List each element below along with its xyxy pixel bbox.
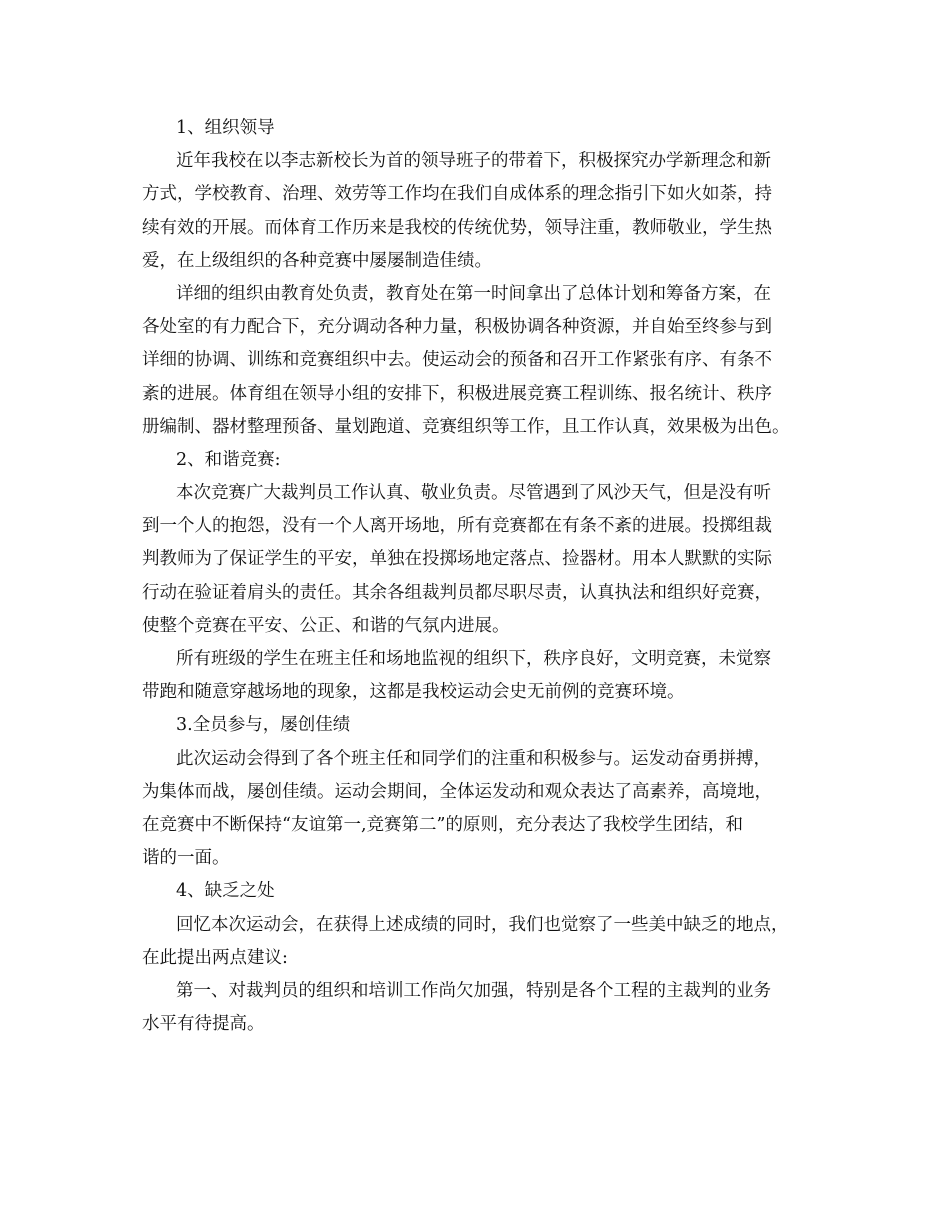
paragraph-suggestion-1 (142, 975, 822, 1041)
paragraph-leadership (142, 145, 822, 278)
paragraph-line: 回忆本次运动会，在获得上述成绩的同时，我们也觉察了一些美中缺乏的地点， (176, 914, 789, 935)
paragraph-line: 续有效的开展。而体育工作历来是我校的传统优势，领导注重，教师敬业，学生热 (142, 217, 772, 238)
paragraph-organization (142, 278, 822, 444)
paragraph-line: 水平有待提高。 (142, 1014, 265, 1035)
paragraph-line: 此次运动会得到了各个班主任和同学们的注重和积极参与。运发动奋勇拼搏， (176, 748, 771, 769)
paragraph-line: 谐的一面。 (142, 848, 230, 869)
paragraph-line: 判教师为了保证学生的平安，单独在投掷场地定落点、捡器材。用本人默默的实际 (142, 549, 772, 570)
paragraph-line: 行动在验证着肩头的责任。其余各组裁判员都尽职尽责，认真执法和组织好竞赛， (142, 582, 772, 603)
paragraph-line: 为集体而战，屡创佳绩。运动会期间，全体运发动和观众表达了高素养，高境地， (142, 781, 772, 802)
paragraph-line: 爱，在上级组织的各种竞赛中屡屡制造佳绩。 (142, 250, 492, 271)
paragraph-line: 所有班级的学生在班主任和场地监视的组织下，秩序良好，文明竞赛，未觉察 (176, 649, 771, 669)
section-heading-1: 1、组织领导 (176, 118, 275, 138)
paragraph-line: 各处室的有力配合下，充分调动各种力量，积极协调各种资源，并自始至终参与到 (142, 317, 772, 338)
paragraph-line: 详细的组织由教育处负责，教育处在第一时间拿出了总体计划和筹备方案，在 (176, 283, 771, 304)
paragraph-line: 方式，学校教育、治理、效劳等工作均在我们自成体系的理念指引下如火如荼，持 (142, 184, 772, 205)
paragraph-line: 使整个竞赛在平安、公正、和谐的气氛内进展。 (142, 615, 510, 636)
paragraph-line: 在竞赛中不断保持“友谊第一,竞赛第二”的原则，充分表达了我校学生团结，和 (142, 814, 743, 835)
paragraph-line: 册编制、器材整理预备、量划跑道、竞赛组织等工作，且工作认真，效果极为出色。 (142, 416, 790, 437)
paragraph-students (142, 643, 822, 709)
document-page (142, 112, 822, 1041)
paragraph-line: 详细的协调、训练和竞赛组织中去。使运动会的预备和召开工作紧张有序、有条不 (142, 350, 772, 371)
paragraph-line: 到一个人的抱怨，没有一个人离开场地，所有竞赛都在有条不紊的进展。投掷组裁 (142, 516, 772, 537)
paragraph-line: 近年我校在以李志新校长为首的领导班子的带着下，积极探究办学新理念和新 (176, 151, 771, 172)
paragraph-review (142, 909, 822, 975)
paragraph-line: 第一、对裁判员的组织和培训工作尚欠加强，特别是各个工程的主裁判的业务 (176, 980, 771, 1001)
paragraph-line: 紊的进展。体育组在领导小组的安排下，积极进展竞赛工程训练、报名统计、秩序 (142, 383, 772, 404)
paragraph-line: 本次竞赛广大裁判员工作认真、敬业负责。尽管遇到了风沙天气，但是没有听 (176, 483, 771, 504)
section-heading-4: 4、缺乏之处 (176, 881, 275, 902)
paragraph-line: 在此提出两点建议: (142, 947, 288, 968)
paragraph-line: 带跑和随意穿越场地的现象，这都是我校运动会史无前例的竞赛环境。 (142, 682, 685, 703)
section-heading-2: 2、和谐竞赛: (176, 449, 281, 470)
paragraph-referees (142, 477, 822, 643)
paragraph-participation (142, 743, 822, 876)
section-heading-3: 3.全员参与，屡创佳绩 (176, 715, 351, 736)
